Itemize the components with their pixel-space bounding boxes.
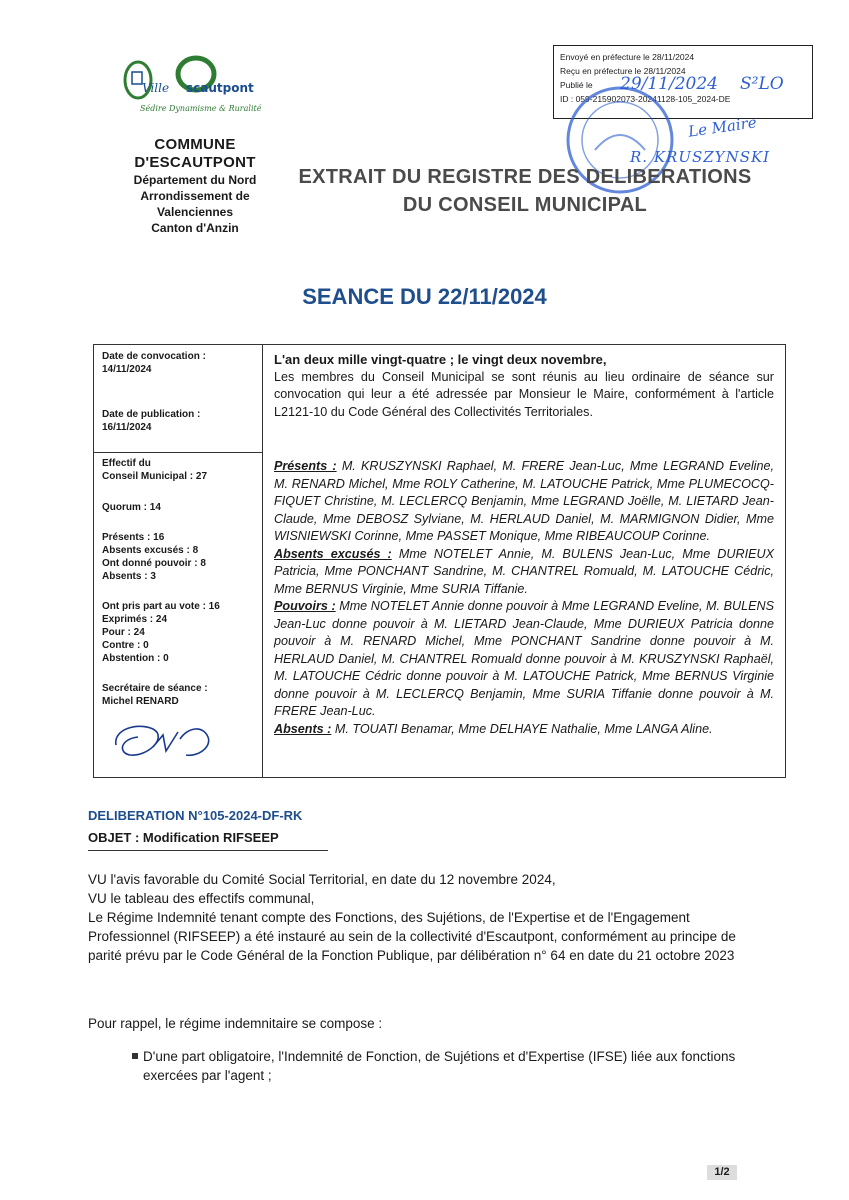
presents-label: Présents : [274,459,337,473]
vu-2: VU le tableau des effectifs communal, [88,891,315,906]
secretary-signature [108,717,218,767]
commune-line: Arrondissement de [140,189,250,203]
exprimes-count: Exprimés : 24 [102,614,168,625]
contre-count: Contre : 0 [102,640,149,651]
convocation-label: Date de convocation : [102,351,206,362]
commune-line: Valenciennes [156,205,234,219]
seance-intro [274,351,774,421]
publication-value: 16/11/2024 [102,422,152,433]
presents-list: M. KRUSZYNSKI Raphael, M. FRERE Jean-Luc, Mme LEGRAND Eveline, M. RENARD Michel, Mme ROLY Catherine, M. LATOUCHE Patrick, Mme PLUMECOCQ-FIQUET Christine, M. LECLERCQ Benjamin, Mme LEGRAND Joëlle, M. LIETARD Jean-Claude, Mme DEBOSZ Sylviane, M. HERLAUD Daniel, M. MARMIGNON Didier, Mme WISNIEWSKI Corinne, Mme PASSET Monique, Mme RIBEAUCOUP Corinne. [274,459,774,543]
commune-title-2: D'ESCAUTPONT [134,154,256,171]
stamp-published: Publié le [560,80,593,90]
rappel-text: Pour rappel, le régime indemnitaire se compose : [88,1016,383,1031]
ifse-bullet: D'une part obligatoire, l'Indemnité de Fonction, de Sujétions et d'Expertise (IFSE) liée aux fonctions exercées par l'agent ; [143,1049,736,1083]
stamp-received: Reçu en préfecture le 28/11/2024 [560,66,686,76]
absents-count: Absents : 3 [102,571,156,582]
logo-ville: Ville [142,81,170,95]
seance-convocation-text: Les membres du Conseil Municipal se sont réunis au lieu ordinaire de séance sur convocation qui leur a été adressée par Monsieur le Maire, conformément à l'article L2121-10 du Code Général des Collectivités Territoriales. [274,369,774,419]
deliberation-objet: OBJET : Modification RIFSEEP [88,830,279,845]
handwritten-date: 29/11/2024 [620,74,718,94]
effectif-value: Conseil Municipal : 27 [102,471,208,482]
secretaire-label: Secrétaire de séance : [102,683,208,694]
absents-excuses-count: Absents excusés : 8 [102,545,199,556]
secretaire-name: Michel RENARD [102,696,179,707]
deliberation-number: DELIBERATION N°105-2024-DF-RK [88,808,303,823]
attendance-table [93,344,786,778]
stamp-sent: Envoyé en préfecture le 28/11/2024 [560,52,695,62]
logo-escautpont: scautpont [186,81,254,95]
commune-title-1: COMMUNE [154,136,236,153]
pouvoirs-label: Pouvoirs : [274,599,336,613]
commune-block [100,136,290,236]
handwritten-name: R. KRUSZYNSKI [630,148,771,166]
absents-label: Absents : [274,721,332,736]
seance-heading: SEANCE DU 22/11/2024 [302,284,547,309]
page-number: 1/2 [707,1165,737,1180]
register-title-line1: EXTRAIT DU REGISTRE DES DELIBERATIONS [298,166,752,188]
excuses-label: Absents excusés : [274,546,392,561]
commune-line: Canton d'Anzin [151,221,239,235]
attendance-details [274,458,774,738]
deliberation-body [88,870,768,965]
commune-line: Département du Nord [133,173,257,187]
pour-count: Pour : 24 [102,627,145,638]
convocation-value: 14/11/2024 [102,364,152,375]
vu-1: VU l'avis favorable du Comité Social Territorial, en date du 12 novembre 2024, [88,872,556,887]
handwritten-slo: S²LO [740,74,784,94]
objet-divider [88,850,328,851]
absents-list: M. TOUATI Benamar, Mme DELHAYE Nathalie, Mme LANGA Aline. [331,721,713,736]
pouvoirs-list: Mme NOTELET Annie donne pouvoir à Mme LEGRAND Eveline, M. BULENS Jean-Luc donne pouvoir à M. LIETARD Jean-Claude, Mme DURIEUX Patricia donne pouvoir à M. RENARD Michel, Mme PONCHANT Sandrine donne pouvoir à M. HERLAUD Daniel, M. CHANTREL Romuald donne pouvoir à M. KRUSZYNSKI Raphaël, M. LATOUCHE Cédric donne pouvoir à M. LATOUCHE Patrick, Mme BERNUS Virginie donne pouvoir à M. LECLERCQ Benjamin, Mme SURIA Tiffanie donne pouvoir à M. FRERE Jean-Luc. [274,599,774,718]
stamp-id: ID : 059-215902073-20241128-105_2024-DE [560,94,731,104]
abstention-count: Abstention : 0 [102,653,169,664]
vote-count: Ont pris part au vote : 16 [102,601,220,612]
bullet-marker [132,1053,138,1059]
presents-count: Présents : 16 [102,532,165,543]
logo-tagline: Sédire Dynamisme & Ruralité [140,104,262,113]
pouvoir-count: Ont donné pouvoir : 8 [102,558,206,569]
effectif-label: Effectif du [102,458,151,469]
rifseep-paragraph: Le Régime Indemnité tenant compte des Fonctions, des Sujétions, de l'Expertise et de l'Engagement Professionnel (RIFSEEP) a été instauré au sein de la collectivité d'Escautpont, conformément au principe de parité prévu par le Code Général de la Fonction Publique, par délibération n° 64 en date du 21 octobre 2023 [88,910,736,963]
quorum: Quorum : 14 [102,502,161,513]
seance-date-text: L'an deux mille vingt-quatre ; le vingt deux novembre, [274,352,607,367]
excuses-list: Mme NOTELET Annie, M. BULENS Jean-Luc, Mme DURIEUX Patricia, Mme PONCHANT Sandrine, M. CHANTREL Romuald, M. LATOUCHE Cédric, Mme BERNUS Virginie, Mme SURIA Tiffanie. [274,546,774,596]
handwritten-maire: Le Maire [687,113,758,141]
register-title [270,163,780,219]
register-title-line2: DU CONSEIL MUNICIPAL [402,194,648,216]
publication-label: Date de publication : [102,409,201,420]
